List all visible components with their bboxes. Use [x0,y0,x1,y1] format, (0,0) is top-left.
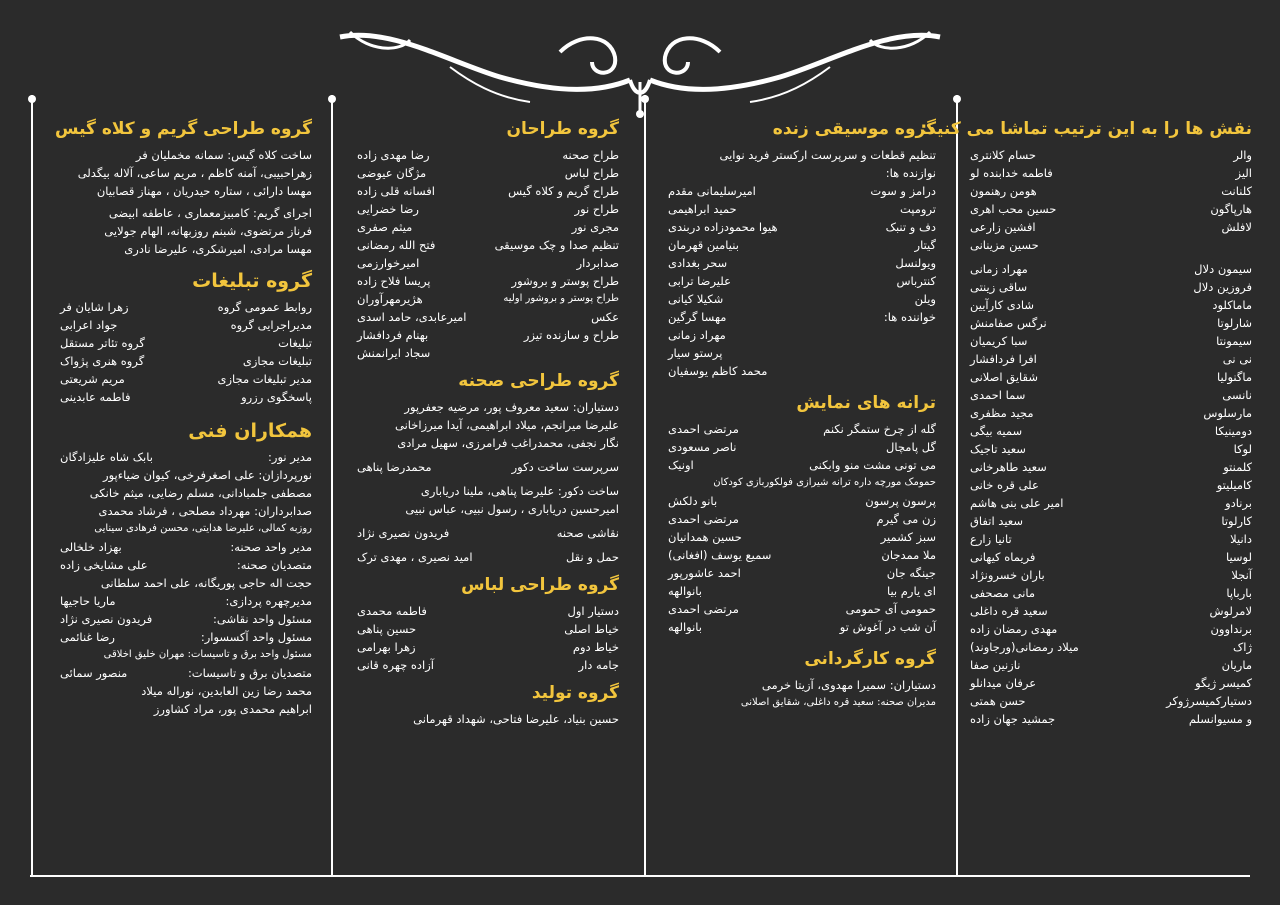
cast-row: کارلوتا سعید اتفاق [970,514,1252,528]
song-row: گل پامچال ناصر مسعودی [668,440,936,454]
designer-row: مجری نور میثم صفری [357,220,619,234]
stage-line: علیرضا میرانجم، میلاد ابراهیمی، آیدا میرزاخانی [395,418,619,432]
music-row: پرستو سیار [668,346,723,360]
cast-row: لامرلوش سعید قره داغلی [970,604,1252,618]
designers-title: گروه طراحان [506,119,619,139]
tech-row: حجت اله حاجی پوریگانه، علی احمد سلطانی [100,576,312,590]
makeup-line: مهسا مرادی، امیرشکری، علیرضا نادری [124,242,312,256]
song-row: ای یارم بیا بانوالهه [668,584,936,598]
cast-row: هارپاگون حسین محب اهری [970,202,1252,216]
songs-title: ترانه های نمایش [796,393,936,413]
song-row: حمومک مورچه داره ترانه شیرازی فولکوربازی کودکان [713,477,936,488]
players-label: نوازنده ها: [885,166,936,180]
music-row: محمد کاظم یوسفیان [668,364,768,378]
cast-row: سیمونتا سبا کریمیان [970,334,1252,348]
makeup-title: گروه طراحی گریم و کلاه گیس [55,119,312,139]
song-row: می تونی مشت منو وابکنی اونیک [668,458,936,472]
cast-row: لوسیا فریماه کیهانی [970,550,1252,564]
designer-row: طراح صحنه رضا مهدی زاده [357,148,619,162]
costume-row: خیاط دوم زهرا بهرامی [357,640,619,654]
ads-row: پاسخگوی رزرو فاطمه عابدینی [60,390,312,404]
cast-row: نی نی افرا فردافشار [970,352,1252,366]
cast-row: دومینیکا سمیه بیگی [970,424,1252,438]
music-row: مهراد زمانی [668,328,726,342]
cast-title: نقش ها را به این ترتیب تماشا می کنید: [920,119,1252,139]
designer-row: طراح لباس مژگان عیوضی [357,166,619,180]
music-intro: تنظیم قطعات و سرپرست ارکستر فرید نوایی [719,148,936,162]
ads-row: تبلیغات گروه تئاتر مستقل [60,336,312,350]
ads-row: تبلیغات مجازی گروه هنری پژواک [60,354,312,368]
tech-row: صدابرداران: مهرداد مصلحی ، فرشاد محمدی [98,504,312,518]
makeup-line: اجرای گریم: کامبیزمعماری ، عاطفه ابیضی [108,206,312,220]
song-row: حمومی آی حمومی مرتضی احمدی [668,602,936,616]
cast-row: کلمنتو سعید طاهرخانی [970,460,1252,474]
cast-row: والر حسام کلانتری [970,148,1252,162]
cast-row: سیمون دلال مهراد زمانی [970,262,1252,276]
cast-row: و مسیوانسلم جمشید جهان زاده [970,712,1252,726]
costume-row: جامه دار آزاده چهره قانی [357,658,619,672]
tech-row: روزبه کمالی، علیرضا هدایتی، محسن فرهادی سینایی [94,523,312,534]
costume-title: گروه طراحی لباس [461,575,619,595]
tech-row: ابراهیم محمدی پور، مراد کشاورز [153,702,312,716]
costume-row: خیاط اصلی حسین پناهی [357,622,619,636]
makeup-line: مهسا دارائی ، ستاره حیدریان ، مهناز قصابیان [96,184,312,198]
stage-managers: مدیران صحنه: سعید قره داغلی، شقایق اصلانی [740,697,936,708]
cast-column [920,110,1252,728]
designer-row: طراح نور رضا خضرایی [357,202,619,216]
stage-row: سرپرست ساخت دکور محمدرضا پناهی [357,460,619,474]
cast-row: برنداوون مهدی رمضان زاده [970,622,1252,636]
music-row: ویلن شکیلا کیانی [668,292,936,306]
song-row: سبز کشمیر حسین همدانیان [668,530,936,544]
music-row: کنترباس علیرضا ترابی [668,274,936,288]
songs-list [668,420,936,636]
tech-row: متصدیان برق و تاسیسات: منصور سمائی [60,666,312,680]
tech-row: مدیر نور: بابک شاه علیزادگان [60,450,312,464]
cast-row: لافلش افشین زارعی [970,220,1252,234]
cast-row: فروزین دلال ساقی زینتی [970,280,1252,294]
designer-row: صدابردار امیرخوارزمی [357,256,619,270]
designer-row: طراح و سازنده تیزر بهنام فردافشار [357,328,619,342]
cast-row: برنادو امیر علی بنی هاشم [970,496,1252,510]
music-row: ویولنسل سحر بغدادی [668,256,936,270]
cast-row: کمیسر ژیگو عرفان میدانلو [970,676,1252,690]
production-title: گروه تولید [531,683,619,703]
cast-row: دانیلا تانیا زارع [970,532,1252,546]
tech-title: همکاران فنی [188,420,312,442]
tech-row: نورپردازان: علی اصغرفرخی، کیوان ضیاءپور [103,468,312,482]
stage-line: نگار نجفی، محمدراغب فرامرزی، سهیل مرادی [397,436,619,450]
song-row: جینگه جان احمد عاشورپور [668,566,936,580]
song-row: پرسون پرسون بانو دلکش [668,494,936,508]
ads-row: مدیر تبلیغات مجازی مریم شریعتی [60,372,312,386]
cast-list [970,146,1252,728]
makeup-line: ساخت کلاه گیس: سمانه مخملیان فر [135,148,312,162]
music-list [668,182,936,380]
ads-row: روابط عمومی گروه زهرا شایان فر [60,300,312,314]
music-row: ترومپت حمید ابراهیمی [668,202,936,216]
stage-line: امیرحسین دریاباری ، رسول نبیی، عباس نبیی [405,502,619,516]
cast-row: حسین مزینانی [970,238,1039,252]
tech-row: محمد رضا زین العابدین، نوراله میلاد [141,684,312,698]
cast-row: لوکا سعید تاجیک [970,442,1252,456]
stage-row: حمل و نقل امید نصیری ، مهدی ترک [357,550,619,564]
makeup-line: زهراحبیبی، آمنه کاظم ، مریم ساعی، آلاله بیگدلی [77,166,312,180]
makeup-column [55,110,312,718]
ornament-flourish [330,22,950,122]
music-row: درامز و سوت امیرسلیمانی مقدم [668,184,936,198]
cast-row: نانسی سما احمدی [970,388,1252,402]
costume-row: دستیار اول فاطمه محمدی [357,604,619,618]
designers-column [357,110,619,728]
tech-row: متصدیان صحنه: علی مشایخی زاده [60,558,312,572]
tech-row: مصطفی جلمبادانی، مسلم رضایی، میثم خانکی [89,486,312,500]
directing-assistants: دستیاران: سمیرا مهدوی، آزیتا خرمی [761,678,936,692]
stage-row: نقاشی صحنه فریدون نصیری نژاد [357,526,619,540]
ads-title: گروه تبلیغات [192,270,312,292]
cast-row: کلنانت هومن رهنمون [970,184,1252,198]
designer-row: طراح پوستر و بروشور اولیه هژیرمهرآوران [357,292,619,306]
directing-title: گروه کارگردانی [804,649,936,669]
cast-row: شارلوتا نرگس صفامنش [970,316,1252,330]
cast-row: آنجلا باران خسرونژاد [970,568,1252,582]
ads-row: مدیراجرایی گروه جواد اعرابی [60,318,312,332]
cast-row: کامیلیتو علی قره خانی [970,478,1252,492]
cast-row: ماریان نازنین صفا [970,658,1252,672]
cast-row: الیز فاطمه خدابنده لو [970,166,1252,180]
production-line: حسین بنیاد، علیرضا فتاحی، شهداد قهرمانی [413,712,619,726]
tech-row: مسئول واحد نقاشی: فریدون نصیری نژاد [60,612,312,626]
stage-line: دستیاران: سعید معروف پور، مرضیه جعفرپور [404,400,619,414]
song-row: ملا ممدجان سمیع یوسف (افغانی) [668,548,936,562]
music-row: دف و تنبک هیوا محمودزاده دربندی [668,220,936,234]
designer-row: طراح پوستر و بروشور پریسا فلاح زاده [357,274,619,288]
cast-row: دستیارکمیسرژوکر حسن همتی [970,694,1252,708]
music-column [668,110,936,712]
music-row: گیتار بنیامین قهرمان [668,238,936,252]
bottom-rule [30,875,1250,877]
makeup-line: فرناز مرتضوی، شبنم روزبهانه، الهام جولایی [104,224,312,238]
tech-row: مدیر واحد صحنه: بهزاد خلخالی [60,540,312,554]
designer-row: تنظیم صدا و چک موسیقی فتح الله رمضانی [357,238,619,252]
cast-row: ماگنولیا شقایق اصلانی [970,370,1252,384]
song-row: آن شب در آغوش تو بانوالهه [668,620,936,634]
stage-design-title: گروه طراحی صحنه [458,371,619,391]
tech-row: مدیرچهره پردازی: ماریا حاجیها [60,594,312,608]
song-row: گله از چرخ ستمگر نکنم مرتضی احمدی [668,422,936,436]
designer-row: سجاد ایرانمنش [357,346,431,360]
cast-row: مارسلوس مجید مظفری [970,406,1252,420]
designers-list [357,146,619,362]
tech-row: مسئول واحد آکسسوار: رضا غنائمی [60,630,312,644]
cast-row: ماماکلود شادی کارآیین [970,298,1252,312]
designer-row: عکس امیرعابدی، حامد اسدی [357,310,619,324]
cast-row: ژاک میلاد رمضانی(ورجاوند) [970,640,1252,654]
cast-row: بارباپا مانی مصحفی [970,586,1252,600]
designer-row: طراح گریم و کلاه گیس افسانه قلی زاده [357,184,619,198]
music-title: گروه موسیقی زنده [772,119,936,139]
tech-row: مسئول واحد برق و تاسیسات: مهران خلیق اخلاقی [103,649,312,660]
stage-line: ساخت دکور: علیرضا پناهی، ملینا دریاباری [420,484,619,498]
song-row: زن می گیرم مرتضی احمدی [668,512,936,526]
music-row: خواننده ها: مهسا گرگین [668,310,936,324]
